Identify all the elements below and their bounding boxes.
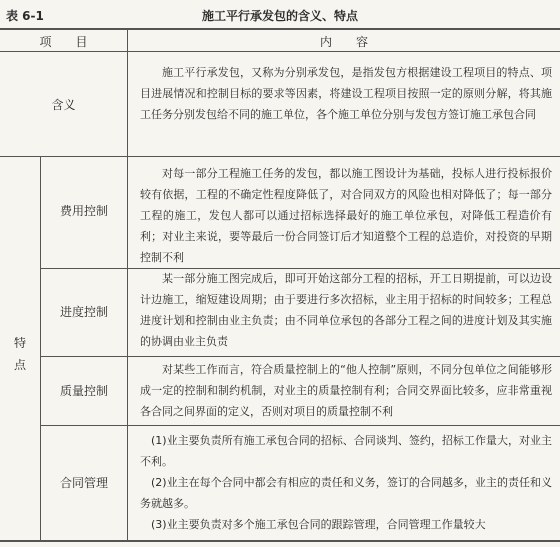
table-number: 表 6-1 xyxy=(6,9,44,23)
cost-control-label: 费用控制 xyxy=(59,204,108,218)
features-label-char-1: 特 xyxy=(13,336,26,350)
features-label-char-2: 点 xyxy=(13,358,26,372)
contract-management-item: (2)业主在每个合同中都会有相应的责任和义务，签订的合同越多，业主的责任和义务就越多。 xyxy=(140,476,552,510)
header-content: 内 容 xyxy=(319,35,368,49)
definition-text: 施工平行承发包，又称为分别承发包，是指发包方根据建设工程项目的特点、项目进展情况和控制目标的要求等因素，将建设工程项目按照一定的原则分解，将其施工任务分别发包给不同的施工单位，各个施工单位分别与发包方签订施工承包合同 xyxy=(140,66,552,121)
features-label xyxy=(12,332,28,376)
table-top-border xyxy=(0,28,560,30)
cost-control-text: 对每一部分工程施工任务的发包，都以施工图设计为基础，投标人进行投标报价较有依据，工程的不确定性程度降低了，对合同双方的风险也相对降低了；每一部分工程的施工，发包人都可以通过招标选择最好的施工单位承包，对降低工程造价有利；对业主来说，要等最后一份合同签订后才知道整个工程的总造价，对投资的早期控制不利 xyxy=(140,167,552,264)
row-divider-2 xyxy=(40,356,560,357)
table-bottom-border xyxy=(0,540,560,542)
definition-divider xyxy=(0,156,560,157)
quality-control-label: 质量控制 xyxy=(59,384,108,398)
contract-management-item: (3)业主要负责对多个施工承包合同的跟踪管理，合同管理工作量较大 xyxy=(151,518,486,531)
header-divider xyxy=(0,51,560,52)
row-divider-3 xyxy=(40,425,560,426)
contract-management-item: (1)业主要负责所有施工承包合同的招标、合同谈判、签约，招标工作量大，对业主不利。 xyxy=(140,434,552,468)
schedule-control-text: 某一部分施工图完成后，即可开始这部分工程的招标，开工日期提前，可以边设计边施工，缩短建设周期；由于要进行多次招标，业主用于招标的时间较多；工程总进度计划和控制由业主负责；由不同单位承包的各部分工程之间的进度计划及其实施的协调由业主负责 xyxy=(140,272,552,348)
table-title: 施工平行承发包的含义、特点 xyxy=(201,9,358,23)
header-item: 项 目 xyxy=(39,35,88,49)
column-divider xyxy=(127,30,128,541)
quality-control-text: 对某些工作而言，符合质量控制上的“他人控制”原则，不同分包单位之间能够形成一定的控制和制约机制，对业主的质量控制有利；合同交界面比较多，应非常重视各合同之间界面的定义，否则对项目的质量控制不利 xyxy=(140,363,552,418)
contract-management-label: 合同管理 xyxy=(59,476,108,490)
definition-label: 含义 xyxy=(51,98,76,112)
schedule-control-label: 进度控制 xyxy=(59,305,108,319)
contract-management-list xyxy=(140,430,552,535)
